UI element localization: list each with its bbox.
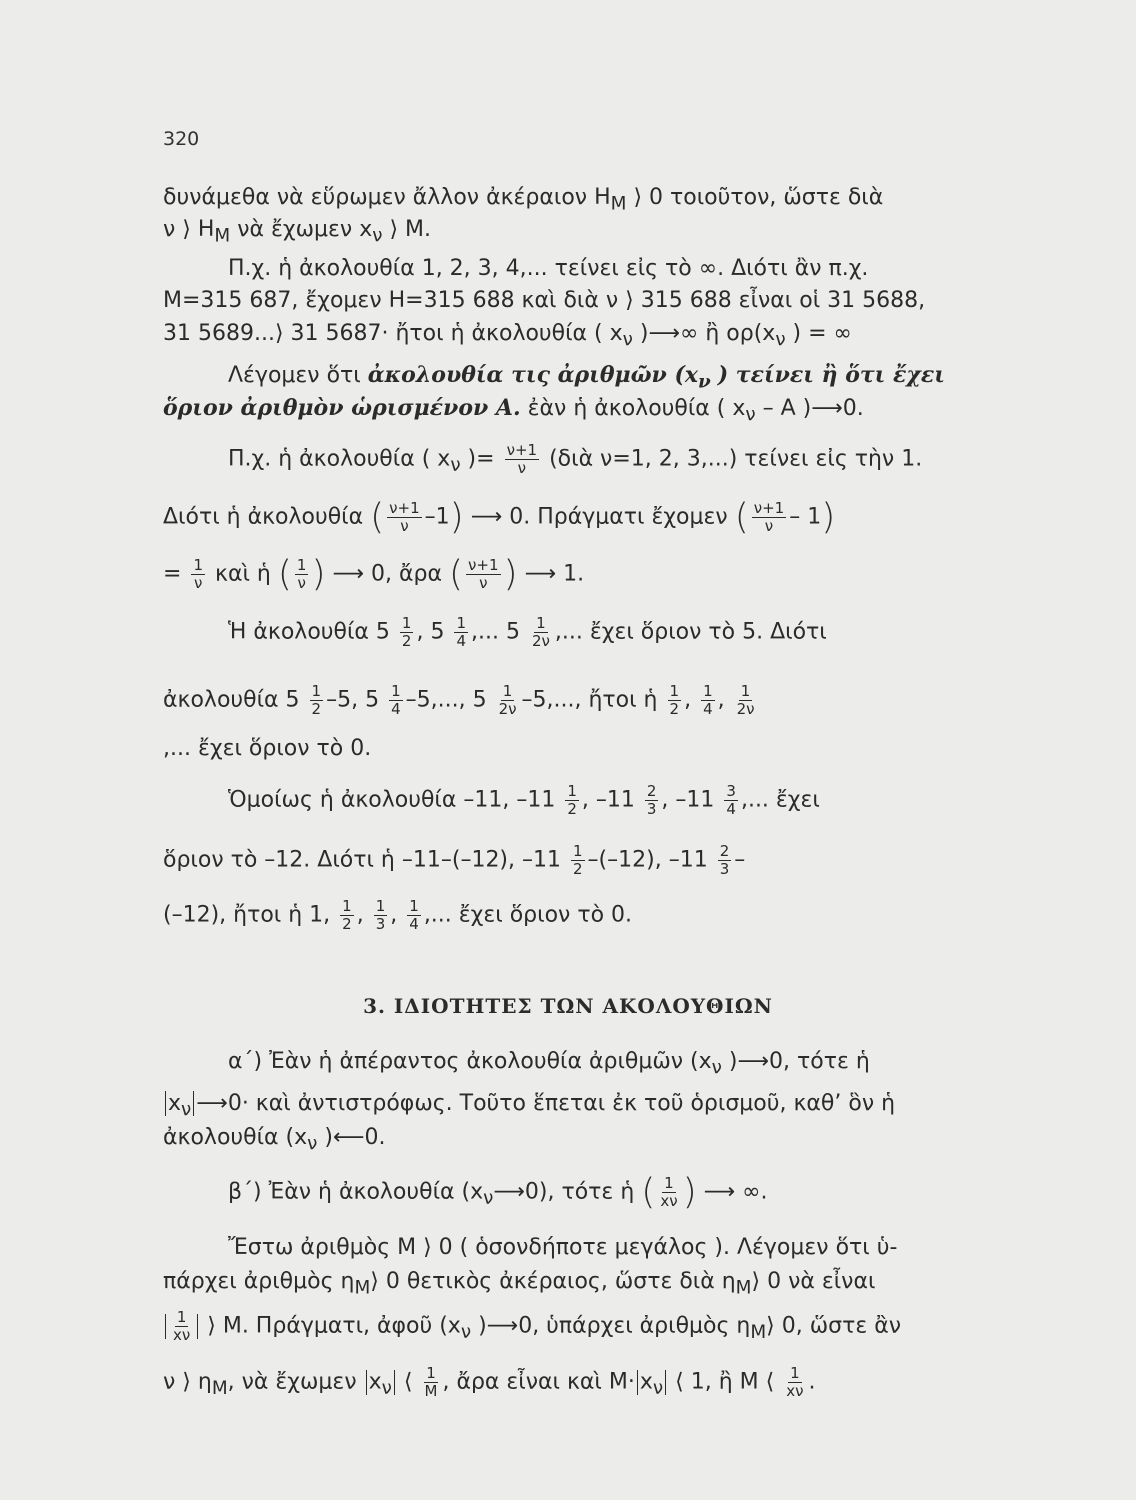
bold-term: ὅριον ἀριθμὸν ὡρισμένον Α. [163,395,521,421]
fraction: $\frac{1}{4}$ [391,682,401,718]
text-span: Λέγομεν ὅτι [228,363,361,388]
section-heading: 3. ΙΔΙΟΤΗΤΕΣ ΤΩΝ ΑΚΟΛΟΥΘΙΩΝ [363,994,773,1018]
text-span: ἐὰν ἡ ἀκολουθία ( x [527,396,746,421]
text-span: ,... ἔχει ὅριον τὸ 0. [163,736,372,761]
text-span: ⟶ 0, ἄρα [332,561,442,587]
fraction: $\frac{2}{3}$ [719,842,730,878]
fraction: $\frac{1}{2}$ [342,897,352,933]
text-span: ⟶0), τότε ἡ [493,1179,635,1205]
fraction: $\frac{1}{4}$ [703,682,713,718]
fraction: $\frac{1}{2\nu}$ [736,682,755,718]
text-line [228,442,922,481]
fraction: $\frac{1}{M}$ [424,1364,438,1400]
text-span: ⟩ M. [382,217,432,242]
text-span: ἀκολουθία (x [163,1125,308,1150]
text-line: $x_\nu$ ⟶0· καὶ ἀντιστρόφως. Τοῦτο ἕπεται ἐκ τοῦ ὁρισμοῦ, καθ’ ὃν ἡ [163,1089,895,1125]
text-span: )= [460,446,495,472]
text-line: (–12), ἤτοι ἡ 1, $\frac{1}{2}$ , $\frac{1}{3}$ , $\frac{1}{4}$ ,... ἔχει ὅριον τὸ 0. [163,897,633,933]
text-span: β΄) Ἐὰν ἡ ἀκολουθία (x [228,1179,484,1205]
text-line: = $\frac{1}{\nu}$ καὶ ἡ ( $\frac{1}{\nu}$ ) ⟶ 0, ἄρα ( $\frac{\nu+1}{\nu}$ ) ⟶ 1. [163,553,585,595]
text-span: πάρχει ἀριθμὸς η [163,1269,355,1294]
text-line [228,615,827,650]
text-span: ⟩ 0 θετικὸς ἀκέραιος, ὥστε διὰ η [370,1269,736,1294]
fraction: $\frac{3}{4}$ [726,782,736,818]
text-span: ἀκολουθία 5 [163,687,300,713]
subscript: M [610,193,627,215]
text-line: πάρχει ἀριθμὸς $\eta_M⟩$ 0 θετικὸς ἀκέραιος, ὥστε διὰ $\eta_M⟩$ 0 νὰ εἶναι [163,1269,876,1299]
subscript: ν [450,454,461,476]
text-span: 31 5689...⟩ 31 5687· ἤτοι ἡ ἀκολουθία ( x [163,321,623,346]
text-line: β΄) Ἐὰν ἡ ἀκολουθία $(x_\nu⟶0)$, τότε ἡ ( $\frac{1}{x\nu}$ ) ⟶ ∞. [228,1171,768,1213]
fraction: $\frac{1}{x\nu}$ [660,1174,678,1210]
text-span: ⟩ M. Πράγματι, ἀφοῦ (x [207,1313,461,1339]
text-line [163,319,852,355]
bold-term: ) τείνει ἢ ὅτι ἔχει [717,362,945,388]
fraction: $\frac{1}{\nu}$ [193,556,203,592]
text-span: ,... 5 [470,619,520,645]
text-line [228,254,868,284]
text-span: Π.χ. ἡ ἀκολουθία ( x [228,446,451,472]
text-span: , νὰ ἔχωμεν [227,1369,357,1395]
fraction: $\frac{1}{2}$ [669,682,680,718]
fraction: $\frac{1}{4}$ [456,614,466,650]
subscript: ν [698,371,711,393]
text-span: – Α )⟶0. [755,396,864,421]
text-span: ,... ἔχει ὅριον τὸ 5. Διότι [554,619,827,645]
fraction: $\frac{1}{3}$ [375,897,386,933]
text-span: )⟶0, ὑπάρχει ἀριθμὸς η [471,1313,751,1339]
fraction: $\frac{1}{x\nu}$ [786,1364,804,1400]
subscript: ν [745,404,756,426]
text-span: ⟶ 1. [524,561,585,587]
text-span: , ἄρα εἶναι καὶ M· [442,1369,635,1395]
text-span: – [734,847,746,873]
text-span: Διότι ἡ ἀκολουθία [163,504,364,530]
text-span: – 1 [789,504,822,530]
text-line [163,734,371,764]
text-span: ⟶ 0. Πράγματι ἔχομεν [470,504,728,530]
fraction: $\frac{1}{\nu}$ [296,556,307,592]
text-line: Διότι ἡ ἀκολουθία ( $\frac{\nu+1}{\nu}$ –1) ⟶ 0. Πράγματι ἔχομεν ( $\frac{\nu+1}{\nu}$ – 1) [163,496,836,538]
text-span: Π.χ. ἡ ἀκολουθία 1, 2, 3, 4,... τείνει εἰς τὸ ∞. Διότι ἂν π.χ. [228,256,869,281]
fraction: $\frac{1}{2}$ [311,682,322,718]
text-span: ,... ἔχει ὅριον τὸ 0. [423,902,633,928]
text-span: –5, 5 [326,687,380,713]
fraction: $\frac{1}{4}$ [409,897,419,933]
text-span: ⟨ 1, ἢ M ⟨ [675,1369,775,1395]
text-span: ⟩ 0 τοιοῦτον, ὥστε διὰ [626,185,884,210]
text-span: ν ⟩ Η [163,217,215,242]
subscript: ν [622,329,633,351]
text-span: ν ⟩ η [163,1369,212,1395]
text-span: ὅριον τὸ –12. Διότι ἡ –11–(–12), –11 [163,847,561,873]
text-span: καὶ ἡ [214,561,271,587]
text-line [228,783,820,818]
text-span: –1 [424,504,450,530]
text-line [163,183,883,219]
text-span: , –11 [661,787,715,813]
text-span: , 5 [416,619,445,645]
fraction: $\frac{\nu+1}{\nu}$ [753,499,785,535]
fraction: $\frac{\nu+1}{\nu}$ [468,556,499,592]
fraction: $\frac{\nu+1}{\nu}$ [506,441,538,477]
text-line: ἀκολουθία ($x_\nu$ )⟵0. [163,1125,386,1155]
text-span: ⟶0· καὶ ἀντιστρόφως. Τοῦτο ἕπεται ἐκ τοῦ ὁρισμοῦ, καθ’ ὃν ἡ [196,1091,896,1116]
text-line [228,1233,897,1263]
text-span: (–12), ἤτοι ἡ 1, [163,902,331,928]
text-span: α΄) Ἐὰν ἡ ἀπέραντος ἀκολουθία ἀριθμῶν (x [228,1049,712,1074]
text-span: M=315 687, ἔχομεν Η=315 688 καὶ διὰ ν ⟩ 315 688 εἶναι οἱ 31 5688, [163,288,926,313]
text-span: = [163,561,182,587]
fraction: $\frac{1}{2}$ [567,782,577,818]
text-span: ⟩ 0 νὰ εἶναι [751,1269,876,1294]
text-span: ⟩ 0, ὥστε ἂν [766,1313,902,1339]
fraction: $\frac{1}{x\nu}$ [173,1308,191,1344]
text-line [228,360,945,397]
fraction: $\frac{2}{3}$ [646,782,657,818]
text-span: δυνάμεθα νὰ εὕρωμεν ἄλλον ἀκέραιον Η [163,185,611,210]
text-span: (διὰ ν=1, 2, 3,...) τείνει εἰς τὴν 1. [549,446,923,472]
text-line [163,393,864,430]
text-span: )⟵0. [317,1125,386,1150]
text-span: Ἡ ἀκολουθία 5 [228,619,390,645]
text-span: ⟶ ∞. [703,1179,768,1205]
text-span: ,... ἔχει [740,787,820,813]
text-line: ν ⟩ $\eta_M$, νὰ ἔχωμεν $x_\nu$ ⟨ $\frac{1}{M}$ , ἄρα εἶναι καὶ $M\cdot x_\nu$ ⟨ 1, ἢ M ⟨ $\frac{1}{x\nu}$ . [163,1364,816,1400]
text-line: $\frac{1}{x\nu}$ ⟩ M. Πράγματι, ἀφοῦ ($x_\nu$ )⟶0, ὑπάρχει ἀριθμὸς $\eta_M⟩$ 0, ὥστε ἂν [163,1309,901,1348]
page-number: 320 [163,128,200,150]
text-line [163,843,745,878]
text-span: Ὁμοίως ἡ ἀκολουθία –11, –11 [228,787,556,813]
text-span: –(–12), –11 [587,847,708,873]
text-span: , –11 [581,787,635,813]
fraction: $\frac{1}{2\nu}$ [531,614,550,650]
text-line [163,215,431,251]
text-span: Ἔστω ἀριθμὸς M ⟩ 0 ( ὁσονδήποτε μεγάλος ). Λέγομεν ὅτι ὑ- [228,1235,898,1260]
text-span: )⟶∞ ἢ ορ(x [632,321,776,346]
subscript: ν [775,329,786,351]
subscript: ν [372,225,383,247]
text-line: α΄) Ἐὰν ἡ ἀπέραντος ἀκολουθία ἀριθμῶν ($x_\nu$ )⟶0, τότε ἡ [228,1049,870,1079]
subscript: M [214,225,231,247]
fraction: $\frac{1}{2}$ [401,614,412,650]
text-line: ἀκολουθία 5 $\frac{1}{2}$ –5, 5 $\frac{1}{4}$ –5,..., 5 $\frac{1}{2\nu}$ –5,..., ἤτοι ἡ $\frac{1}{2}$ , $\frac{1}{4}$ , $\frac{1}{2\nu}$ [163,682,755,718]
fraction: $\frac{\nu+1}{\nu}$ [389,499,420,535]
bold-term: ἀκολουθία τις ἀριθμῶν (x [367,362,698,388]
text-span: –5,..., ἤτοι ἡ [521,687,658,713]
fraction: $\frac{1}{2\nu}$ [498,682,517,718]
fraction: $\frac{1}{2}$ [573,842,583,878]
text-line [163,286,925,316]
text-span: –5,..., 5 [405,687,487,713]
text-span: ) = ∞ [785,321,852,346]
text-span: )⟶0, τότε ἡ [721,1049,870,1074]
text-span: νὰ ἔχωμεν x [230,217,373,242]
